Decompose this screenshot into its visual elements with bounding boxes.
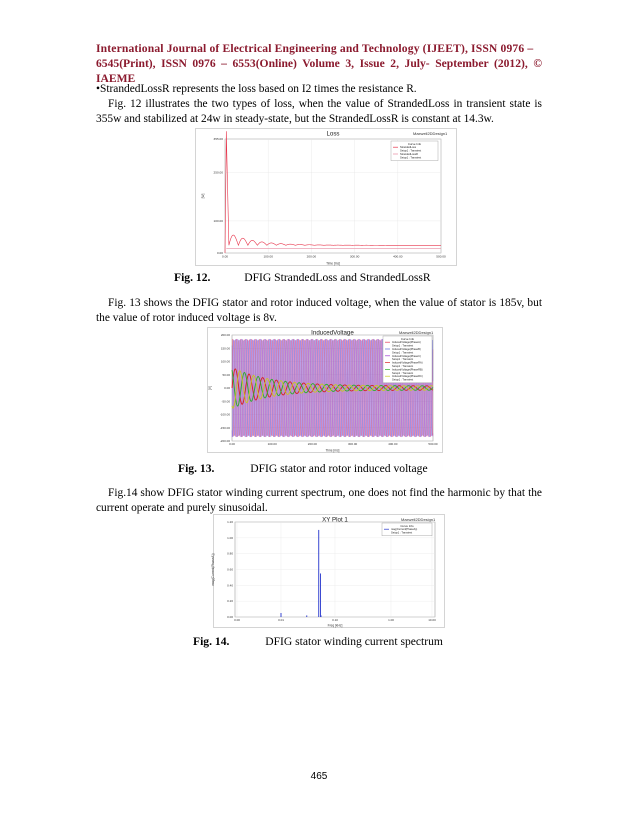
page-number: 465 <box>310 771 328 782</box>
journal-header-line2: 6545(Print), ISSN 0976 – 6553(Online) Volume 3, Issue 2, July- September (2012), © IAEME <box>96 57 542 85</box>
paragraph-fig12-description: Fig. 12 illustrates the two types of loss, when the value of StrandedLoss in transient state is 355w and stabilized at 24w in steady-state, but the StrandedLossR is constant at 14.3w. <box>96 98 542 125</box>
journal-header <box>96 41 542 86</box>
y-axis-label: [W] <box>201 193 205 199</box>
y-tick-label: 50.00 <box>222 372 230 377</box>
y-tick-label: 0.00 <box>224 386 230 390</box>
figure-14-caption <box>193 635 443 648</box>
current-spectrum-chart <box>213 514 445 628</box>
chart-design-label: Maxwell2DDesign1 <box>413 131 448 136</box>
chart-title: Loss <box>326 130 340 138</box>
y-tick-label: -200.00 <box>219 439 230 443</box>
x-tick-label: 0.00 <box>234 617 240 622</box>
y-axis-label: mag(Current(PhaseA)) <box>211 553 215 586</box>
x-tick-label: 500.00 <box>428 442 438 447</box>
legend-entry: Setup1 : Transient <box>392 378 414 382</box>
legend-entry: Setup1 : Transient <box>391 531 413 535</box>
y-tick-label: 355.00 <box>213 137 223 141</box>
legend-entry: Setup1 : Transient <box>392 351 414 355</box>
x-tick-label: 100.00 <box>267 442 277 447</box>
legend-entry: Setup1 : Transient <box>392 344 414 348</box>
y-tick-label: 0.60 <box>227 567 233 572</box>
y-tick-label: 0.40 <box>227 583 233 588</box>
legend-entry: Setup1 : Transient <box>400 156 422 160</box>
legend-entry: mag(Current(PhaseA)) <box>391 528 418 532</box>
x-tick-label: 10.00 <box>428 617 436 622</box>
x-tick-label: 0.10 <box>332 617 338 622</box>
y-tick-label: 250.00 <box>213 170 223 175</box>
x-tick-label: 200.00 <box>307 442 317 447</box>
legend-entry: InducedVoltage(PhaseRA) <box>392 361 423 365</box>
x-tick-label: 1.00 <box>388 617 394 622</box>
x-tick-label: 0.00 <box>229 442 235 447</box>
x-tick-label: 500.00 <box>436 254 446 259</box>
legend-entry: InducedVoltage(PhaseRB) <box>392 368 423 372</box>
chart-title: XY Plot 1 <box>322 516 348 524</box>
figure-13-caption <box>178 462 428 475</box>
legend-entry: StrandedLoss <box>400 146 417 150</box>
journal-header-line1: International Journal of Electrical Engineering and Technology (IJEET), ISSN 0976 – <box>96 42 534 55</box>
x-tick-label: 300.00 <box>348 442 358 447</box>
legend-entry: Setup1 : Transient <box>392 371 414 375</box>
figure-13-label: Fig. 13. <box>178 462 215 475</box>
x-tick-label: 400.00 <box>393 254 403 259</box>
y-tick-label: -150.00 <box>219 425 230 430</box>
figure-12-caption <box>174 271 431 284</box>
chart-title: InducedVoltage <box>311 329 354 337</box>
y-tick-label: 100.00 <box>220 359 230 364</box>
y-tick-label: 150.00 <box>220 346 230 351</box>
figure-13-voltage-plot <box>207 327 443 453</box>
figure-12-loss-plot <box>195 128 457 266</box>
figure-14-label: Fig. 14. <box>193 635 230 648</box>
y-tick-label: 100.00 <box>213 218 223 223</box>
legend-entry: InducedVoltage(PhaseA) <box>392 341 421 345</box>
x-tick-label: 200.00 <box>306 254 317 259</box>
x-axis-label: Time [ms] <box>326 261 340 266</box>
y-tick-label: 0.80 <box>227 551 233 556</box>
y-tick-label: -50.00 <box>221 399 230 404</box>
x-axis-label: Freq [kHz] <box>327 623 343 628</box>
paragraph-fig14-description: Fig.14 show DFIG stator winding current spectrum, one does not find the harmonic by that the current operate and purely sinusoidal. <box>96 487 542 514</box>
x-axis-label: Time [ms] <box>325 448 340 453</box>
legend-entry: InducedVoltage(PhaseB) <box>392 348 421 351</box>
figure-12-text: DFIG StrandedLoss and StrandedLossR <box>244 271 431 284</box>
paragraph-fig13-description: Fig. 13 shows the DFIG stator and rotor induced voltage, when the value of stator is 185v, but the value of rotor induced voltage is 8v. <box>96 297 542 324</box>
legend-header: Curve Info <box>407 142 422 146</box>
y-tick-label: 1.20 <box>227 520 233 524</box>
x-tick-label: 100.00 <box>263 254 273 259</box>
y-tick-label: 0.00 <box>227 615 233 619</box>
figure-13-text: DFIG stator and rotor induced voltage <box>250 462 428 475</box>
x-tick-label: 0.01 <box>278 617 284 622</box>
legend-entry: Setup1 : Transient <box>400 149 422 153</box>
paragraph-strandedlossr-definition: •StrandedLossR represents the loss based on I2 times the resistance R. <box>96 83 417 95</box>
legend-entry: Setup1 : Transient <box>392 365 414 368</box>
x-tick-label: 400.00 <box>388 442 398 447</box>
figure-14-spectrum-plot <box>213 514 445 628</box>
y-tick-label: 200.00 <box>220 333 230 337</box>
x-tick-label: 300.00 <box>349 254 360 259</box>
y-tick-label: 0.00 <box>216 251 223 255</box>
induced-voltage-chart <box>207 327 443 453</box>
legend-entry: Setup1 : Transient <box>392 358 414 362</box>
y-tick-label: -100.00 <box>219 412 230 417</box>
figure-12-label: Fig. 12. <box>174 271 211 284</box>
y-tick-label: 1.00 <box>227 535 233 540</box>
y-axis-label: [V] <box>208 386 212 390</box>
x-tick-label: 0.00 <box>221 254 229 259</box>
legend-header: Curve Info <box>400 337 415 341</box>
legend-entry: InducedVoltage(PhaseC) <box>392 354 421 358</box>
chart-design-label: Maxwell2DDesign1 <box>401 517 436 522</box>
figure-14-text: DFIG stator winding current spectrum <box>265 635 443 648</box>
legend-entry: InducedVoltage(PhaseRC) <box>392 375 423 379</box>
loss-chart <box>195 128 457 266</box>
legend-entry: StrandedLossR <box>400 153 418 156</box>
y-tick-label: 0.20 <box>227 599 233 604</box>
legend-header: Curve Info <box>400 524 414 528</box>
chart-design-label: Maxwell2DDesign1 <box>399 330 434 335</box>
